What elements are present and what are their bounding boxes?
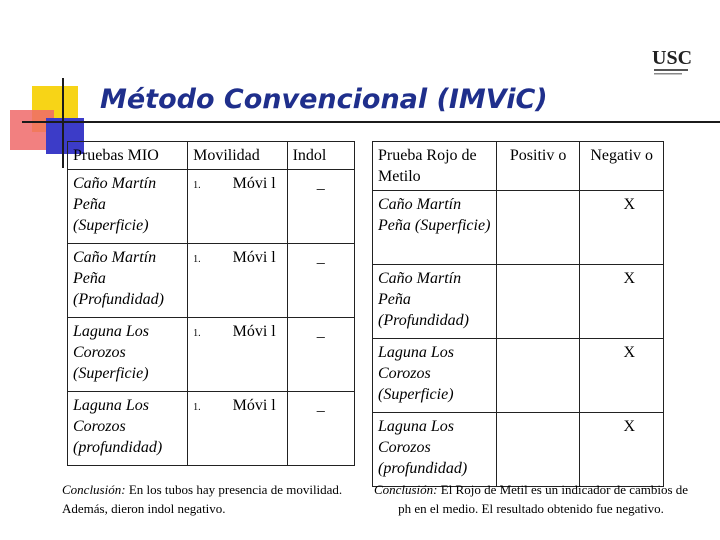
indol-cell: _ [287, 392, 354, 466]
table-header-row [68, 142, 355, 170]
sample-cell: Laguna Los Corozos (profundidad) [373, 413, 497, 487]
sample-cell: Laguna Los Corozos (Superficie) [68, 318, 188, 392]
positivo-cell [496, 413, 580, 487]
usc-logo-icon [650, 40, 694, 80]
header-pruebas: Pruebas MIO [68, 142, 188, 170]
negativo-cell: X [580, 339, 664, 413]
positivo-cell [496, 265, 580, 339]
mio-table [67, 141, 355, 466]
table-row [373, 191, 664, 265]
sample-cell: Laguna Los Corozos (Superficie) [373, 339, 497, 413]
indol-cell: _ [287, 318, 354, 392]
table-row [373, 265, 664, 339]
sample-cell: Caño Martín Peña (Superficie) [373, 191, 497, 265]
header-movilidad: Movilidad [188, 142, 288, 170]
sample-cell: Caño Martín Peña (Profundidad) [373, 265, 497, 339]
indol-cell: _ [287, 244, 354, 318]
table-row [68, 244, 355, 318]
decor-vertical-line [62, 78, 64, 168]
rojo-metilo-table [372, 141, 664, 487]
svg-text:USC: USC [652, 47, 693, 69]
movilidad-cell: 1. Móvi l [188, 318, 288, 392]
table-row [68, 318, 355, 392]
movilidad-cell: 1. Móvi l [188, 392, 288, 466]
title-underline [22, 121, 720, 123]
table-row [68, 170, 355, 244]
sample-cell: Caño Martín Peña (Profundidad) [68, 244, 188, 318]
header-positivo: Positiv o [496, 142, 580, 191]
table-row [373, 413, 664, 487]
table-row [68, 392, 355, 466]
page-title: Método Convencional (IMViC) [100, 84, 548, 115]
negativo-cell: X [580, 413, 664, 487]
positivo-cell [496, 191, 580, 265]
indol-cell: _ [287, 170, 354, 244]
negativo-cell: X [580, 191, 664, 265]
conclusion-left: Conclusión: En los tubos hay presencia de movilidad. Además, dieron indol negativo. [62, 482, 343, 516]
sample-cell: Caño Martín Peña (Superficie) [68, 170, 188, 244]
header-negativo: Negativ o [580, 142, 664, 191]
header-prueba-rojo: Prueba Rojo de Metilo [373, 142, 497, 191]
conclusion-right: Conclusión: El Rojo de Metil es un indicador de cambios de ph en el medio. El resultado obtenido fue negativo. [373, 482, 689, 516]
sample-cell: Laguna Los Corozos (profundidad) [68, 392, 188, 466]
table-header-row [373, 142, 664, 191]
positivo-cell [496, 339, 580, 413]
table-row [373, 339, 664, 413]
negativo-cell: X [580, 265, 664, 339]
movilidad-cell: 1. Móvi l [188, 244, 288, 318]
header-indol: Indol [287, 142, 354, 170]
movilidad-cell: 1. Móvi l [188, 170, 288, 244]
